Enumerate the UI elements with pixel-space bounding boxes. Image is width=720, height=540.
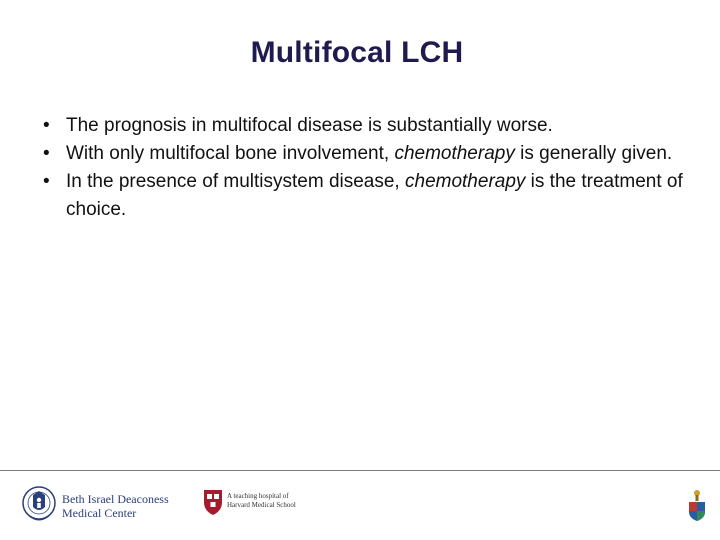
bullet-item — [40, 112, 700, 140]
bidmc-wordmark — [62, 492, 169, 520]
bullet-dot-icon: • — [43, 143, 50, 164]
slide-title: Multifocal LCH — [250, 36, 464, 69]
bullet-list — [40, 112, 700, 224]
bidmc-line2: Medical Center — [62, 506, 137, 520]
bullet-item — [40, 140, 700, 168]
bullet-text: The prognosis in multifocal disease is substantially worse. — [66, 115, 553, 136]
bullet-item — [40, 168, 700, 224]
bullet-emphasis: chemotherapy — [405, 171, 526, 192]
footer-divider — [0, 470, 720, 471]
corner-crest — [686, 488, 708, 522]
bullet-dot-icon: • — [43, 115, 50, 136]
bullet-text: With only multifocal bone involvement, — [66, 143, 395, 164]
bullet-dot-icon: • — [43, 171, 50, 192]
crest-icon — [686, 488, 708, 522]
bidmc-line1: Beth Israel Deaconess — [62, 492, 169, 506]
bullet-text: In the presence of multisystem disease, — [66, 171, 405, 192]
bullet-emphasis: chemotherapy — [394, 143, 515, 164]
bidmc-logo — [20, 480, 190, 526]
harvard-line2: Harvard Medical School — [227, 501, 296, 509]
harvard-wordmark — [227, 492, 296, 510]
harvard-shield-icon — [202, 488, 224, 516]
bullet-text: is the treatment of choice. — [66, 171, 683, 220]
bidmc-seal-icon — [20, 480, 58, 526]
harvard-logo — [202, 488, 312, 522]
harvard-line1: A teaching hospital of — [227, 492, 289, 500]
bullet-text: is generally given. — [514, 143, 673, 164]
